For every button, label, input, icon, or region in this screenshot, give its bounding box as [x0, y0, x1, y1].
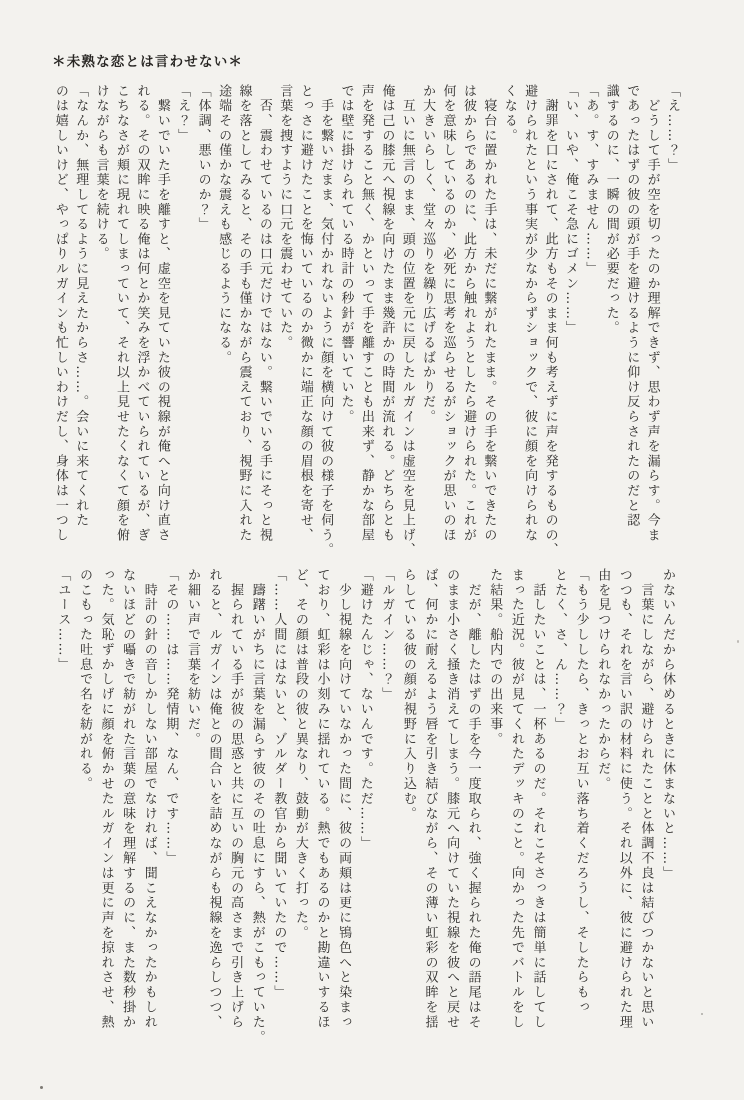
text-column: 「え……？」 [665, 84, 680, 173]
text-column: 声を発すること無く、かといって手を離すことも出来ず、静かな部屋 [358, 84, 374, 543]
text-column: 話したいことは、一杯あるのだ。それこそさっきは簡単に話してし [530, 568, 546, 1030]
text-column: 謝罪を口にされて、此方もそのまま何も考えずに声を発するものの、 [542, 84, 558, 558]
text-column: だが、離したはずの手を今一度取られ、強く握られた俺の語尾はそ [465, 568, 481, 1030]
text-column: 言葉にしながら、避けられたことと体調不良は結びつかないと思い [638, 568, 654, 1030]
text-column: った。気恥ずかしげに顔を俯かせたルガインは更に声を掠れさせ、熱 [98, 568, 114, 1030]
text-column: 「あ。す、すみません……」 [583, 84, 599, 277]
text-column: 「その……は……発情期、なん、です……」 [163, 568, 179, 866]
text-column: 線を落としてみると、その手も僅かながら震えており、視野に入れた [236, 84, 252, 543]
text-column: か大きいらしく、堂々巡りを繰り広げるばかりだ。 [420, 84, 436, 425]
text-column: 避けられたという事実が少なからずショックで、彼に顔を向けられな [522, 84, 538, 543]
text-column: 時計の針の音しかしない部屋でなければ、聞こえなかったかもしれ [141, 568, 157, 1030]
text-column: 「え？」 [175, 84, 191, 144]
text-column: れる。その双眸に映る俺は何とか笑みを浮かべていられているが、ぎ [134, 84, 150, 543]
text-column: 「体調、悪いのか？」 [195, 84, 211, 232]
text-column: かないんだから休めるときに休まないと……」 [660, 568, 675, 881]
text-column: つつも、それを言い訳の材料に使う。それ以外に、彼に避けられた理 [616, 568, 632, 1030]
text-column: のまま小さく掻き消えてしまう。膝元へ向けていた視線を彼へと戻せ [444, 568, 460, 1030]
text-column: 「避けたんじゃ、ないんです。ただ……」 [357, 568, 373, 852]
text-column: 「なんか、無理してるように見えたからさ……。会いに来てくれた [73, 84, 89, 528]
text-column: 繋いでいた手を離すと、虚空を見ていた彼の視線が俺へと向け直さ [154, 84, 170, 543]
text-column: 否、震わせているのは口元だけではない。繋いでいる手にそっと視 [256, 84, 272, 543]
scan-speck [701, 1013, 703, 1015]
text-column: ており、虹彩は小刻みに揺れている。熱でもあるのかと勘違いするほ [314, 568, 330, 1030]
text-column: 手を繋いだまま、気付かれないように顔を横向けて彼の様子を伺う。 [318, 84, 334, 558]
text-column: けながらも言葉を続ける。 [93, 84, 109, 262]
text-column: 何を意味しているのか、必死に思考を巡らせるがショックが思いのほ [440, 84, 456, 543]
text-column: 少し視線を向けていなかった間に、彼の両頬は更に鴇色へと染まっ [336, 568, 352, 1030]
text-column: とっさに避けたことを悔いているのか微かに端正な顔の眉根を寄せ、 [297, 84, 313, 543]
text-column: は彼からであるのに、此方から触れようとしたら避けられた。これが [460, 84, 476, 543]
text-column: 言葉を捜すように口元を震わせていた。 [277, 84, 293, 351]
text-column: 俺は己の膝元へ視線を向けたまま幾許かの時間が流れる。どちらとも [379, 84, 395, 543]
bottom-text-block [52, 568, 678, 1045]
text-column: どうして手が空を切ったのか理解できず、思わず声を漏らす。今ま [644, 84, 660, 543]
text-column: 途端その僅かな震えも感じるようになる。 [216, 84, 232, 366]
text-column: 「ルガイン……？」 [379, 568, 395, 703]
text-column: 躊躇いがちに言葉を漏らす彼のその吐息にすら、熱がこもっていた。 [249, 568, 265, 1045]
text-column: のは嬉しいけど、やっぱりルガインも忙しいわけだし、身体は一つし [52, 84, 68, 543]
text-column: か細い声で言葉を紡いだ。 [184, 568, 200, 747]
text-column: らしている彼の顔が視野に入り込む。 [400, 568, 416, 822]
text-column: 「ユース……」 [55, 568, 71, 673]
top-text-block [49, 84, 682, 558]
text-column: れると、ルガインは俺との間合いを詰めながらも視線を逸らしつつ、 [206, 568, 222, 1030]
page-title: ＊未熟な恋とは言わせない＊ [52, 54, 244, 70]
text-column: ど、その顔は普段の彼と異なり、鼓動が大きく打った。 [292, 568, 308, 941]
text-column: のこもった吐息で名を紡がれる。 [76, 568, 92, 792]
text-column: 握られている手が彼の思惑と共に互いの胸元の高さまで引き上げら [228, 568, 244, 1030]
text-column: た結果。船内での出来事。 [487, 568, 503, 747]
text-column: ば、何かに耐えるよう唇を引き結びながら、その薄い虹彩の双眸を揺 [422, 568, 438, 1030]
text-column: こちなさが頬に現れてしまっていて、それ以上見せたくなくて顔を俯 [114, 84, 130, 543]
text-column: 「……人間にはないと、ゾルダー教官から聞いていたので……」 [271, 568, 287, 1001]
text-column: 由を見つけられなかったからだ。 [595, 568, 611, 792]
text-column: まった近況。彼が見てくれたデッキのこと。向かった先でバトルをし [508, 568, 524, 1030]
text-column: 「い、いや、俺こそ急にゴメン……」 [562, 84, 578, 336]
text-column: とたく、さ、ん……？」 [552, 568, 568, 732]
text-column: であったはずの彼の頭が手を避けるように仰け反らされたのだと認 [624, 84, 640, 528]
text-column: ないほどの囁きで紡がれた言葉の意味を理解するのに、また数秒掛か [120, 568, 136, 1030]
text-column: くなる。 [501, 84, 517, 144]
text-column: 「もう少ししたら、きっとお互い落ち着くだろうし、そしたらもっ [573, 568, 589, 1015]
text-column: では壁に掛けられている時計の秒針が響いていた。 [338, 84, 354, 425]
text-column: 識するのに、一瞬の間が必要だった。 [603, 84, 619, 336]
text-column: 互いに無言のまま、頭の位置を元に戻したルガインは虚空を見上げ、 [399, 84, 415, 558]
text-column: 寝台に置かれた手は、未だに繋がれたまま。その手を繋いできたの [481, 84, 497, 543]
scan-speck [737, 640, 739, 643]
scan-speck [40, 1086, 43, 1089]
